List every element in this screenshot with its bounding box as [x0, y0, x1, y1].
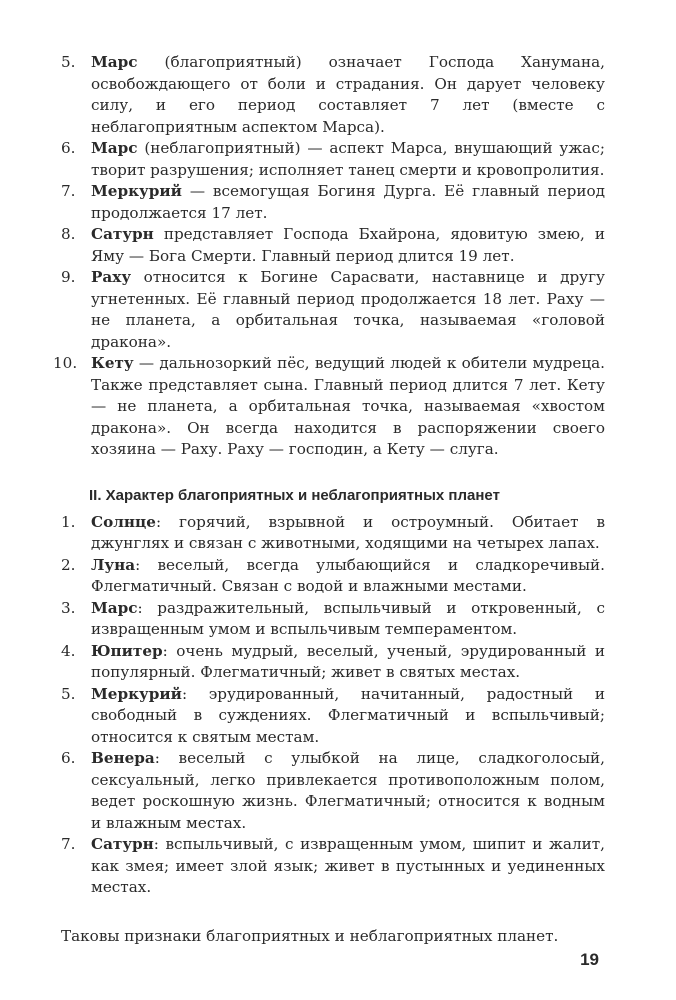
list-item	[53, 353, 605, 461]
list-item	[61, 224, 605, 267]
page-content	[53, 52, 605, 947]
planet-name: Марс	[91, 139, 138, 157]
item-number: 1.	[61, 512, 76, 531]
list-item	[61, 641, 605, 684]
item-description: представляет Господа Бхайрона, ядовитую змею, и Яму — Бога Смерти. Главный период длится 19 лет.	[91, 225, 605, 265]
item-body	[91, 138, 605, 181]
planet-name: Сатурн	[91, 225, 154, 243]
item-description: : горячий, взрывной и остроумный. Обитает в джунглях и связан с животными, ходящими на четырех лапах.	[91, 512, 605, 552]
planet-name: Луна	[91, 555, 136, 574]
item-description: относится к Богине Сарасвати, наставнице и другу угнетенных. Её главный период продолжается 18 лет. Раху — не планета, а орбитальная точка, называемая «головой дракона».	[91, 268, 605, 351]
closing-paragraph: Таковы признаки благоприятных и неблагоприятных планет.	[61, 926, 559, 945]
item-description: : веселый, всегда улыбающийся и сладкоречивый. Флегматичный. Связан с водой и влажными местами.	[91, 555, 605, 595]
item-number: 2.	[61, 555, 76, 574]
planet-list-meanings	[53, 52, 605, 461]
item-number: 7.	[61, 182, 76, 200]
list-item	[61, 267, 605, 353]
planet-name: Раху	[91, 268, 132, 286]
list-item	[61, 512, 605, 555]
item-description: : веселый с улыбкой на лице, сладкоголосый, сексуальный, легко привлекается противоположным полом, ведет роскошную жизнь. Флегматичный; относится к водным и влажным местах.	[91, 749, 605, 832]
item-number: 6.	[61, 139, 76, 157]
list-item	[61, 748, 605, 834]
item-body	[91, 748, 605, 834]
list-item	[61, 52, 605, 138]
item-description: : эрудированный, начитанный, радостный и свободный в суждениях. Флегматичный и вспыльчивый; относится к святым местам.	[91, 684, 605, 746]
planet-name: Венера	[91, 749, 155, 767]
list-item	[61, 181, 605, 224]
planet-name: Кету	[91, 354, 134, 372]
item-body	[91, 512, 605, 555]
item-body	[91, 267, 605, 353]
planet-name: Марс	[91, 598, 138, 617]
item-number: 7.	[61, 835, 76, 853]
list-item	[61, 138, 605, 181]
item-description: : очень мудрый, веселый, ученый, эрудированный и популярный. Флегматичный; живет в святых местах.	[91, 641, 605, 681]
list-item	[61, 834, 605, 899]
item-number: 4.	[61, 641, 76, 660]
item-body	[91, 684, 605, 749]
planet-name: Меркурий	[91, 182, 182, 200]
item-description: — всемогущая Богиня Дурга. Её главный период продолжается 17 лет.	[91, 182, 605, 222]
item-description: — дальнозоркий пёс, ведущий людей к обители мудреца. Также представляет сына. Главный период длится 7 лет. Кету — не планета, а орбитальная точка, называемая «хвостом дракона». Он всегда находится в распоряжении своего хозяина — Раху. Раху — господин, а Кету — слуга.	[91, 354, 605, 458]
planet-name: Сатурн	[91, 835, 154, 853]
item-body	[91, 181, 605, 224]
item-number: 10.	[53, 354, 78, 372]
item-body	[91, 641, 605, 684]
item-body	[91, 224, 605, 267]
section-heading: II. Характер благоприятных и неблагоприятных планет	[89, 486, 500, 504]
item-number: 3.	[61, 598, 76, 617]
list-item	[61, 684, 605, 749]
item-number: 5.	[61, 684, 76, 703]
planet-name: Юпитер	[91, 641, 163, 660]
list-item	[61, 598, 605, 641]
item-description: : вспыльчивый, с извращенным умом, шипит и жалит, как змея; имеет злой язык; живет в пустынных и уединенных местах.	[91, 835, 605, 896]
item-description: (благоприятный) означает Господа Ханумана, освобождающего от боли и страдания. Он дарует человеку силу, и его период составляет 7 лет (вместе с неблагоприятным аспектом Марса).	[91, 53, 605, 136]
item-body	[91, 555, 605, 598]
item-description: : раздражительный, вспыльчивый и откровенный, с извращенным умом и вспыльчивым темпераментом.	[91, 598, 605, 638]
planet-name: Солнце	[91, 512, 156, 531]
item-body	[91, 52, 605, 138]
list-item	[61, 555, 605, 598]
item-description: (неблагоприятный) — аспект Марса, внушающий ужас; творит разрушения; исполняет танец смерти и кровопролития.	[91, 139, 605, 179]
item-number: 9.	[61, 268, 76, 286]
planet-name: Марс	[91, 53, 138, 71]
planet-list-characters	[61, 512, 605, 899]
item-number: 6.	[61, 749, 76, 767]
item-body	[91, 353, 605, 461]
item-number: 8.	[61, 225, 76, 243]
item-number: 5.	[61, 53, 76, 71]
page-number: 19	[580, 950, 599, 969]
planet-name: Меркурий	[91, 684, 182, 703]
item-body	[91, 598, 605, 641]
item-body	[91, 834, 605, 899]
